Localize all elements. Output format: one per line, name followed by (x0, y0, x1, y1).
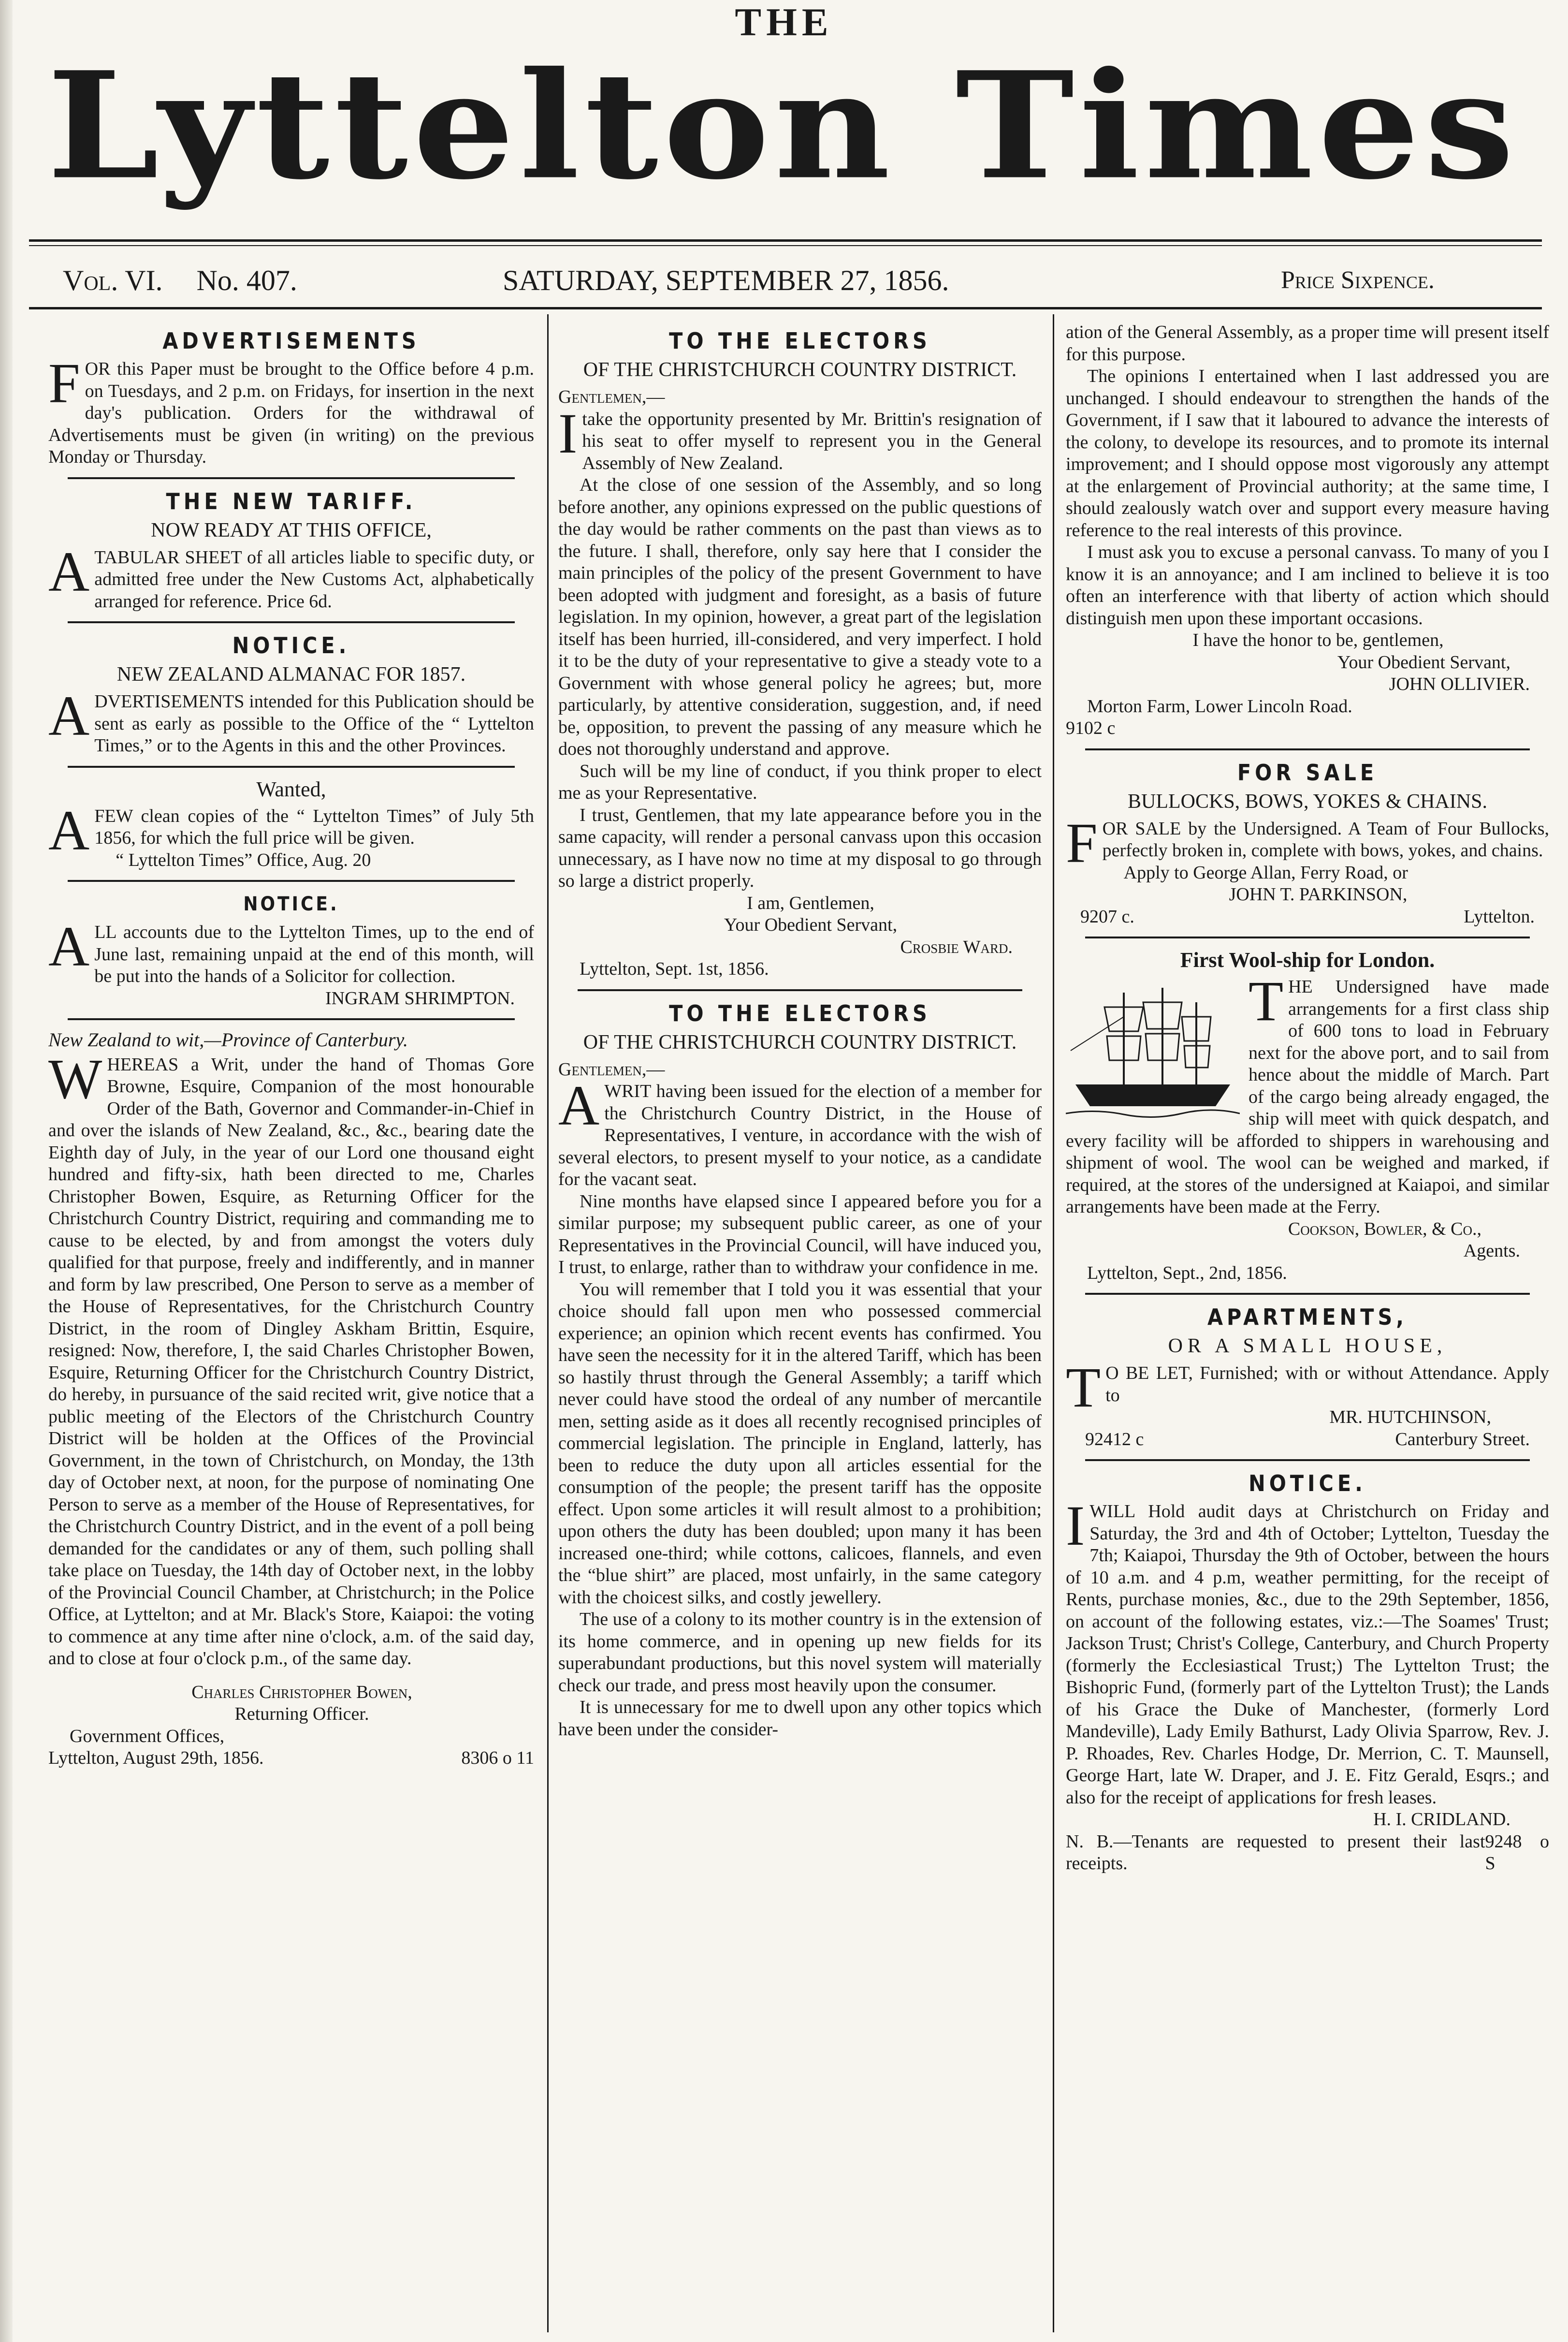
issue-number: No. 407. (196, 264, 297, 296)
divider (68, 621, 515, 623)
tariff-sub: NOW READY AT THIS OFFICE, (151, 519, 432, 542)
writ-place: Government Offices, (70, 1726, 225, 1746)
advertisements-heading: ADVERTISEMENTS (162, 328, 420, 354)
woolship-heading: First Wool-ship for London. (1180, 948, 1435, 972)
apartments-ref: 92412 c (1085, 1429, 1144, 1449)
ollivier-p4: The use of a colony to its mother country is in the extension of its home commerce, and in opening up new fields for its superabundant productions, but this novel system will materially check our trade, and press most heavily upon the consumer. (558, 1609, 1042, 1696)
notice1-body: ADVERTISEMENTS intended for this Publication should be sent as early as possible to the Office of the “ Lyttelton Times,” or to the Agents in this and the other Provinces. (48, 684, 534, 756)
forsale-place: Lyttelton. (1464, 906, 1535, 927)
notice3-footer (1066, 1831, 1549, 1875)
notice1-heading: NOTICE. (232, 632, 350, 659)
writ-signature-title: Returning Officer. (234, 1704, 369, 1724)
column-rule-2 (1053, 314, 1054, 2332)
tariff-body: ATABULAR SHEET of all articles liable to specific duty, or admitted free under the New Customs Act, alphabetically arranged for reference. Price 6d. (48, 540, 534, 612)
price: Price Sixpence. (1281, 266, 1435, 294)
forsale-heading: FOR SALE (1237, 759, 1378, 786)
writ-heading: New Zealand to wit,—Province of Canterbury. (48, 1029, 408, 1051)
masthead-rule-top-thin (29, 245, 1542, 246)
advertisements-body: FOR this Paper must be brought to the Office before 4 p.m. on Tuesdays, and 2 p.m. on Fridays, for insertion in the next day's publication. Orders for the withdrawal of Advertisements must be given (in writing) on the previous Monday or Thursday. (48, 351, 534, 467)
writ-date: Lyttelton, August 29th, 1856. (48, 1748, 264, 1768)
ollivier-close2: Your Obedient Servant, (1337, 652, 1510, 673)
ollivier-ref: 9102 c (1066, 718, 1116, 738)
forsale-footer (1066, 906, 1549, 928)
ward-close2: Your Obedient Servant, (724, 915, 898, 935)
notice1-sub: NEW ZEALAND ALMANAC FOR 1857. (116, 663, 466, 686)
writ-body: WHEREAS a Writ, under the hand of Thomas Gore Browne, Esquire, Companion of the most honourable Order of the Bath, Governor and Commander-in-Chief in and over the islands of New Zealand, &c., &c., bearing date the Eighth day of July, in the year of our Lord one thousand eight hundred and fifty-six, hath been directed to me, Charles Christopher Bowen, Esquire, as Returning Officer for the Christchurch Country District, requiring and commanding me to cause to be elected, by and from amongst the voters duly qualified for that purpose, freely and indifferently, and in manner and form by law prescribed, One Person to serve as a member of the House of Representatives, for the Christchurch Country District, in the room of Dingley Askham Brittin, Esquire, resigned: Now, therefore, I, the said Charles Christopher Bowen, Esquire, Returning Officer for the Christchurch Country District, do hereby, in pursuance of the said recited writ, give notice that a public meeting of the Electors of the Christchurch Country District will be holden at the Offices of the Provincial Government, in the town of Christchurch, on Monday, the 13th day of October next, at noon, for the purpose of nominating One Person to serve as a member of the House of Representatives, for the Christchurch Country District, and in the event of a poll being demanded for the candidates or any of them, such polling shall take place on Tuesday, the 14th day of October next, in the lobby of the Provincial Council Chamber, at Christchurch; in the Police Office, at Lyttelton; and at Mr. Black's Store, Kaiapoi: the voting to commence at any time after nine o'clock, a.m. of the said day, and to close at four o'clock p.m., of the same day. (48, 1047, 534, 1669)
notice3-ref: 9248 o S (1485, 1831, 1549, 1874)
woolship-body: THE Undersigned have made arrangements for a first class ship of 600 tons to load in February next for the above port, and to sail from hence about the middle of March. Part of the cargo being already engaged, the ship will meet with quick despatch, and every facility will be afforded to shippers in warehousing and shipment of wool. The wool can be weighed and marked, if required, at the stores of the undersigned at Kaiapoi, and similar arrangements have been made at the Ferry. (1066, 969, 1549, 1217)
ollivier-cont-p3: I must ask you to excuse a personal canvass. To many of you I know it is an annoyance; and I am inclined to believe it is too often an interference with that liberty of action which should distinguish men upon these important occasions. (1066, 542, 1549, 629)
column-3 (1066, 322, 1549, 2332)
ollivier-p3: You will remember that I told you it was essential that your choice should fall upon men who possessed commercial experience; an opinion which recent events has confirmed. You have seen the necessity for it in the altered Tariff, which has been so hastily thrust through the General Assembly; a tariff which never could have stood the ordeal of any number of mercantile men, setting aside as it does all recently recognised principles of commercial legislation. The principle in England, latterly, has been to reduce the duty upon all articles essential for the consumption of the people; the present tariff has the opposite effect. Upon some articles it will result almost to a prohibition; upon others the duty has been doubled; upon many it has been increased one-third; while cottons, calicoes, flannels, and even the “blue shirt” are placed, most unfairly, in the same category with the choicest silks, and costly jewellery. (558, 1279, 1042, 1608)
page-edge (0, 0, 13, 2342)
forsale-sub: BULLOCKS, BOWS, YOKES & CHAINS. (1127, 790, 1487, 813)
ward-p2: At the close of one session of the Assembly, and so long before another, any opinions expressed on the public questions of the day would be rather comments on the past than views as to the future. I shall, therefore, only say here that I consider the main principles of the policy of the present Government to have been adopted with judgment and foresight, as a basis of future legislation. In my opinion, however, a great part of the legislation itself has been hurried, ill-considered, and very imperfect. I hold it to be the duty of your representative to give a steady vote to a Government with whose general policy he agrees; but, more particularly, by attentive consideration, suggestion, and, if need be, opposition, to prevent the passing of any measure which he does not thoroughly understand and approve. (558, 475, 1042, 759)
divider (68, 880, 515, 882)
ollivier-close1: I have the honor to be, gentlemen, (1192, 630, 1444, 650)
ollivier-address: Morton Farm, Lower Lincoln Road. (1087, 696, 1352, 717)
apartments-signature: MR. HUTCHINSON, (1329, 1407, 1491, 1427)
writ-ref: 8306 o 11 (461, 1748, 534, 1768)
ward-date: Lyttelton, Sept. 1st, 1856. (580, 959, 769, 979)
divider (68, 477, 515, 479)
divider (68, 1018, 515, 1020)
wanted-office: “ Lyttelton Times” Office, Aug. 20 (116, 849, 371, 870)
masthead-rule-bottom (29, 307, 1542, 309)
issue-date: SATURDAY, SEPTEMBER 27, 1856. (503, 264, 949, 296)
forsale-signature: JOHN T. PARKINSON, (1229, 884, 1408, 905)
column-2 (558, 322, 1042, 2332)
ollivier-salutation: Gentlemen,— (558, 1059, 665, 1080)
wanted-heading: Wanted, (256, 777, 326, 801)
ship-illustration (1066, 978, 1240, 1123)
forsale-body: FOR SALE by the Undersigned. A Team of Four Bullocks, perfectly broken in, complete with bows, yokes, and chains. (1066, 811, 1549, 875)
writ-footer (48, 1747, 534, 1770)
ward-signature: Crosbie Ward. (900, 937, 1013, 957)
volume: Vol. VI. (63, 264, 163, 296)
column-1 (48, 322, 534, 2332)
apartments-heading: APARTMENTS, (1207, 1304, 1408, 1330)
ward-heading: TO THE ELECTORS (669, 328, 931, 354)
masthead-title: Lyttelton Times (47, 39, 1519, 212)
forsale-apply: Apply to George Allan, Ferry Road, or (1123, 862, 1408, 883)
ollivier-signature: JOHN OLLIVIER. (1389, 674, 1530, 694)
masthead-the: THE (735, 0, 833, 44)
divider (1085, 1459, 1530, 1461)
apartments-sub: OR A SMALL HOUSE, (1168, 1335, 1447, 1357)
ward-sub: OF THE CHRISTCHURCH COUNTRY DISTRICT. (583, 359, 1017, 381)
ward-p4: I trust, Gentlemen, that my late appearance before you in the same capacity, will render a personal canvass upon this occasion unnecessary, as I have now no time at my disposal to go through so large a district properly. (558, 805, 1042, 891)
apartments-place: Canterbury Street. (1395, 1429, 1530, 1449)
ward-p3: Such will be my line of conduct, if you think proper to elect me as your Representative. (558, 761, 1042, 803)
ollivier-cont-p2: The opinions I entertained when I last addressed you are unchanged. I should endeavour to strengthen the hands of the Government, if I saw that it laboured to advance the interests of the colony, to develope its resources, and to promote its internal improvement; and I should oppose most vigorously any attempt at the enlargement of Provincial authority; at the same time, I should zealously watch over and support every measure having reference to the real interests of this province. (1066, 366, 1549, 541)
notice3-heading: NOTICE. (1249, 1470, 1366, 1496)
masthead-rule-top (29, 239, 1542, 242)
volume-number (63, 261, 297, 300)
divider (68, 766, 515, 768)
woolship-date: Lyttelton, Sept., 2nd, 1856. (1087, 1262, 1287, 1283)
ollivier-p1: AWRIT having been issued for the election of a member for the Christchurch Country District, in the House of Representatives, I venture, in accordance with the wish of several electors, to present myself to your notice, as a candidate for the vacant seat. (558, 1074, 1042, 1189)
divider (1085, 748, 1530, 750)
forsale-ref: 9207 c. (1080, 906, 1134, 927)
column-rule-1 (547, 314, 549, 2332)
ollivier-p2: Nine months have elapsed since I appeared before you for a similar purpose; my subsequent public career, as one of your Representatives in the Provincial Council, will have induced you, I trust, to enlarge, rather than to withdraw your confidence in me. (558, 1191, 1042, 1277)
notice3-signature: H. I. CRIDLAND. (1373, 1809, 1510, 1830)
notice2-signature: INGRAM SHRIMPTON. (325, 988, 515, 1009)
woolship-signature: Cookson, Bowler, & Co., (1288, 1218, 1481, 1239)
tariff-heading: THE NEW TARIFF. (166, 488, 417, 514)
ollivier-sub: OF THE CHRISTCHURCH COUNTRY DISTRICT. (583, 1031, 1017, 1054)
divider (1085, 937, 1530, 938)
woolship-agents: Agents. (1463, 1241, 1520, 1261)
notice3-nb: N. B.—Tenants are requested to present their last receipts. (1066, 1831, 1485, 1874)
wanted-body: AFEW clean copies of the “ Lyttelton Times” of July 5th 1856, for which the full price will be given. (48, 798, 534, 862)
writ-signature-name: Charles Christopher Bowen, (191, 1682, 412, 1702)
notice3-body: IWILL Hold audit days at Christchurch on Friday and Saturday, the 3rd and 4th of October; Lyttelton, Tuesday the 7th; Kaiapoi, Thursday the 9th of October, between the hours of 10 a.m. and 4 p.m, weather permitting, for the receipt of Rents, purchase monies, &c., due to the 29th September, 1856, on account of the following estates, viz.:—The Soames' Trust; Jackson Trust; Christ's College, Canterbury, and Church Property (formerly the Ecclesiastical Trust;) The Lyttelton Trust; the Bishopric Fund, (formerly part of the Lyttelton Trust); the Lands of his Grace the Duke of Manchester, (formerly Lord Mandeville), Lady Emily Bathurst, Lady Olivia Sparrow, Rev. J. P. Rhoades, Rev. Charles Hodge, Dr. Merrion, C. T. Maunsell, George Hart, late W. Draper, and J. E. Fitz Gerald, Esqrs.; and also for the receipt of applications for fresh leases. (1066, 1494, 1549, 1808)
apartments-footer (1066, 1429, 1549, 1451)
apartments-body: T O BE LET, Furnished; with or without Attendance. Apply to (1066, 1356, 1549, 1419)
ward-p1: Itake the opportunity presented by Mr. Brittin's resignation of his seat to offer myself to represent you in the General Assembly of New Zealand. (558, 401, 1042, 473)
divider (578, 989, 1022, 991)
notice2-heading: NOTICE. (243, 893, 339, 915)
ollivier-cont-p1: ation of the General Assembly, as a proper time will present itself for this purpose. (1066, 322, 1549, 365)
divider (1085, 1293, 1530, 1295)
ward-salutation: Gentlemen,— (558, 387, 665, 407)
notice2-body: ALL accounts due to the Lyttelton Times, up to the end of June last, remaining unpaid at the end of this month, will be put into the hands of a Solicitor for collection. (48, 915, 534, 986)
ollivier-p5: It is unnecessary for me to dwell upon any other topics which have been under the consider- (558, 1697, 1042, 1740)
ollivier-heading: TO THE ELECTORS (669, 1000, 931, 1026)
ward-close1: I am, Gentlemen, (747, 893, 874, 913)
